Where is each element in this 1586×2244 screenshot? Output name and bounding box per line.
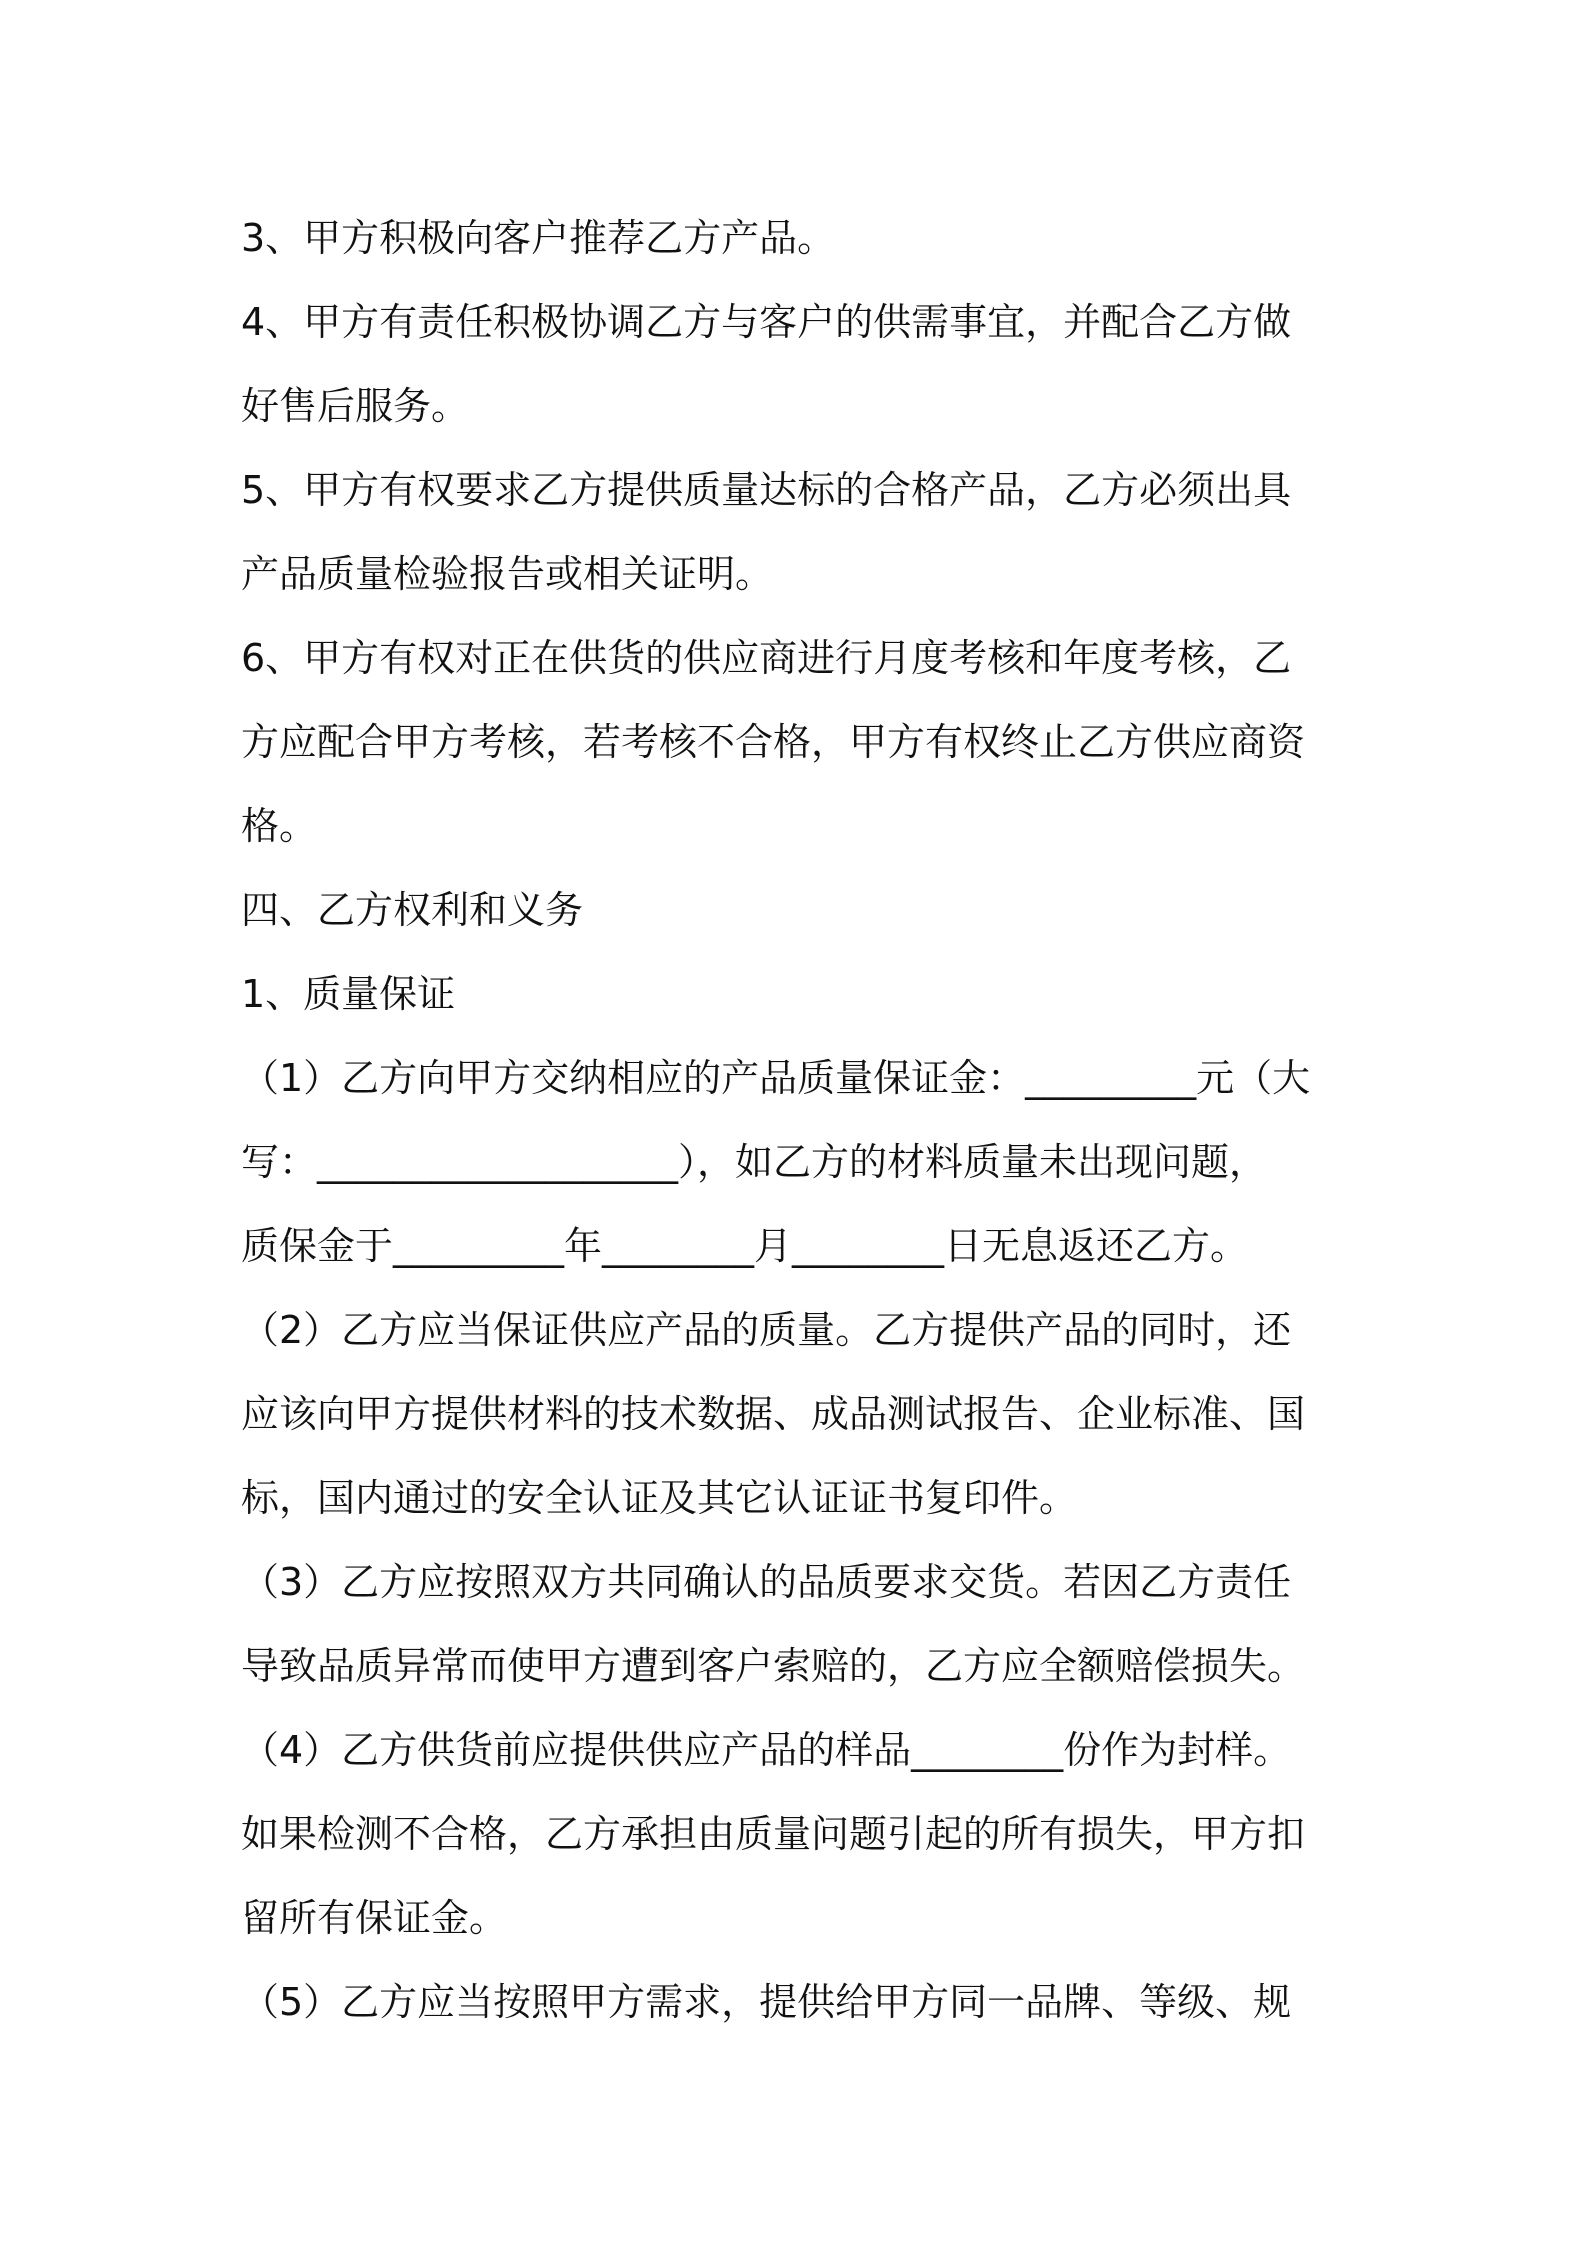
item-2-line-2: 应该向甲方提供材料的技术数据、成品测试报告、企业标准、国: [241, 1392, 1306, 1436]
item-3-line-2: 导致品质异常而使甲方遭到客户索赔的，乙方应全额赔偿损失。: [241, 1644, 1306, 1688]
document-body: [241, 196, 1361, 2044]
clause-4-line-2: 好售后服务。: [241, 384, 470, 428]
item-4-line-2: 如果检测不合格，乙方承担由质量问题引起的所有损失，甲方扣: [241, 1812, 1306, 1856]
section-heading-party-b: 四、乙方权利和义务: [241, 888, 584, 932]
clause-6-line-1: 6、甲方有权对正在供货的供应商进行月度考核和年度考核，乙: [241, 636, 1292, 680]
item-1-line-2: 写：___________________），如乙方的材料质量未出现问题，: [241, 1140, 1268, 1184]
clause-6-line-3: 格。: [241, 804, 318, 848]
item-3-line-1: （3）乙方应按照双方共同确认的品质要求交货。若因乙方责任: [241, 1560, 1292, 1604]
item-5-line-1: （5）乙方应当按照甲方需求，提供给甲方同一品牌、等级、规: [241, 1980, 1292, 2024]
subsection-quality-guarantee: 1、质量保证: [241, 972, 456, 1016]
item-4-line-1: （4）乙方供货前应提供供应产品的样品________份作为封样。: [241, 1728, 1292, 1772]
clause-6-line-2: 方应配合甲方考核，若考核不合格，甲方有权终止乙方供应商资: [241, 720, 1306, 764]
item-2-line-3: 标，国内通过的安全认证及其它认证证书复印件。: [241, 1476, 1078, 1520]
item-1-line-1: （1）乙方向甲方交纳相应的产品质量保证金：_________元（大: [241, 1056, 1311, 1100]
clause-4-line-1: 4、甲方有责任积极协调乙方与客户的供需事宜，并配合乙方做: [241, 300, 1292, 344]
clause-5-line-1: 5、甲方有权要求乙方提供质量达标的合格产品，乙方必须出具: [241, 468, 1292, 512]
clause-5-line-2: 产品质量检验报告或相关证明。: [241, 552, 774, 596]
item-1-line-3: 质保金于_________年________月________日无息返还乙方。: [241, 1224, 1249, 1268]
clause-3-line-1: 3、甲方积极向客户推荐乙方产品。: [241, 216, 836, 260]
item-4-line-3: 留所有保证金。: [241, 1896, 508, 1940]
item-2-line-1: （2）乙方应当保证供应产品的质量。乙方提供产品的同时，还: [241, 1308, 1292, 1352]
